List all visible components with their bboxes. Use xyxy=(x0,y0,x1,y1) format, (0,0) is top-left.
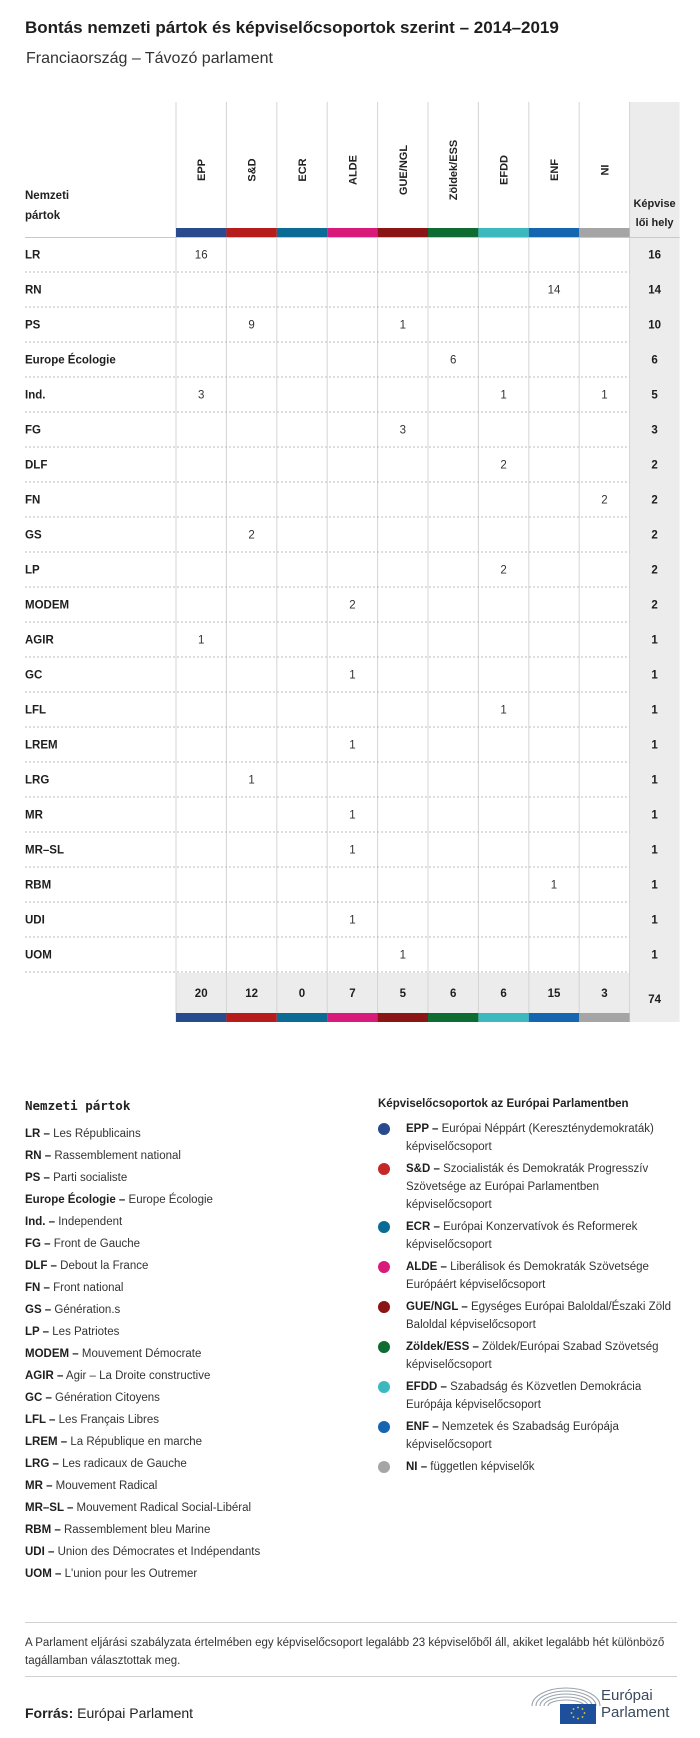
logo-line-1: Európai xyxy=(601,1687,653,1704)
cell-value: 1 xyxy=(349,914,356,927)
column-header-label: ECR xyxy=(297,158,309,182)
column-color-bar-bottom xyxy=(327,1013,377,1022)
party-name: Union des Démocrates et Indépendants xyxy=(54,1546,261,1558)
group-name: Egységes Európai Baloldal/Északi Zöld Baloldal képviselőcsoport xyxy=(406,1301,672,1331)
cell-value: 1 xyxy=(399,319,407,332)
source-label: Forrás: xyxy=(25,1705,74,1721)
party-legend-item xyxy=(25,1233,355,1255)
column-total-value: 6 xyxy=(500,988,507,1000)
cell-value: 1 xyxy=(349,739,356,752)
cell-value: 1 xyxy=(197,634,205,647)
cell-value: 2 xyxy=(500,459,507,472)
row-header-label: pártok xyxy=(25,210,61,222)
group-legend-item xyxy=(378,1338,678,1374)
party-name: Rassemblement bleu Marine xyxy=(60,1524,211,1536)
source-value: Európai Parlament xyxy=(77,1705,194,1721)
group-color-dot-icon xyxy=(378,1421,390,1433)
party-abbr: FG – xyxy=(25,1238,51,1250)
group-abbr: ALDE – xyxy=(406,1261,447,1273)
party-abbr: GS – xyxy=(25,1304,52,1316)
cell-value: 2 xyxy=(500,564,507,577)
column-color-bar xyxy=(226,228,276,237)
column-color-bar xyxy=(579,228,629,237)
party-abbr: LR – xyxy=(25,1128,50,1140)
national-parties-legend xyxy=(25,1098,355,1585)
group-abbr: NI – xyxy=(406,1461,428,1473)
party-abbr: LP – xyxy=(25,1326,50,1338)
group-legend-item xyxy=(378,1120,678,1156)
column-total-value: 3 xyxy=(601,988,608,1000)
row-total-value: 2 xyxy=(651,459,658,472)
party-abbr: Europe Écologie – xyxy=(25,1194,126,1206)
party-name: Europe Écologie xyxy=(125,1194,213,1206)
row-party-label: AGIR xyxy=(25,634,54,647)
group-name: Nemzetek és Szabadság Európája képviselőcsoport xyxy=(406,1421,619,1451)
row-total-value: 3 xyxy=(651,424,658,437)
page-title: Bontás nemzeti pártok és képviselőcsoportok szerint – 2014–2019 xyxy=(25,18,559,37)
column-header-label: ENF xyxy=(549,159,561,181)
column-header-label: EFDD xyxy=(498,155,511,185)
column-color-bar-bottom xyxy=(176,1013,226,1022)
group-name: Zöldek/Európai Szabad Szövetség képviselőcsoport xyxy=(406,1341,659,1371)
footnote: A Parlament eljárási szabályzata értelmében egy képviselőcsoport legalább 23 képviselőből áll, akiket legalább hét különböző tagállamban választottak meg. xyxy=(25,1637,665,1667)
column-total-value: 6 xyxy=(449,988,457,1000)
row-total-value: 10 xyxy=(648,319,661,332)
party-abbr: LRG – xyxy=(25,1458,59,1470)
cell-value: 1 xyxy=(248,774,255,787)
row-party-label: Ind. xyxy=(25,389,46,402)
column-color-bar-bottom xyxy=(378,1013,428,1022)
total-header-label: Képvise xyxy=(633,198,676,210)
row-party-label: LRG xyxy=(25,774,50,787)
row-total-value: 2 xyxy=(651,529,658,542)
party-legend-item xyxy=(25,1541,355,1563)
party-legend-item xyxy=(25,1409,355,1431)
column-header-label: S&D xyxy=(246,158,259,182)
party-abbr: LFL – xyxy=(25,1414,56,1426)
party-legend-item xyxy=(25,1321,355,1343)
divider xyxy=(25,1622,677,1623)
cell-value: 1 xyxy=(601,389,608,402)
column-header-label: NI xyxy=(599,164,612,176)
column-header-label: GUE/NGL xyxy=(397,144,410,196)
column-total-value: 7 xyxy=(349,988,356,1000)
row-total-value: 1 xyxy=(651,634,658,647)
party-name: Debout la France xyxy=(56,1260,149,1272)
cell-value: 2 xyxy=(248,529,255,542)
row-total-value: 2 xyxy=(651,564,658,577)
row-total-value: 5 xyxy=(651,389,658,402)
row-party-label: RN xyxy=(25,284,42,297)
party-abbr: Ind. – xyxy=(25,1216,56,1228)
party-abbr: MODEM – xyxy=(25,1348,79,1360)
party-name: Les radicaux de Gauche xyxy=(58,1458,187,1470)
cell-value: 14 xyxy=(547,284,561,297)
row-total-value: 1 xyxy=(651,879,658,892)
column-color-bar-bottom xyxy=(478,1013,528,1022)
cell-value: 2 xyxy=(601,494,608,507)
party-abbr: PS – xyxy=(25,1172,50,1184)
group-name: Szabadság és Közvetlen Demokrácia Európája képviselőcsoport xyxy=(406,1381,642,1411)
row-party-label: LREM xyxy=(25,739,58,752)
party-name: Génération Citoyens xyxy=(51,1392,160,1404)
row-party-label: MODEM xyxy=(25,599,70,612)
group-abbr: ENF – xyxy=(406,1421,439,1433)
column-color-bar-bottom xyxy=(529,1013,579,1022)
cell-value: 3 xyxy=(197,389,205,402)
party-abbr: MR–SL – xyxy=(25,1502,74,1514)
group-color-dot-icon xyxy=(378,1221,390,1233)
party-name: Independent xyxy=(55,1216,123,1228)
party-legend-item xyxy=(25,1387,355,1409)
row-party-label: PS xyxy=(25,319,41,332)
party-abbr: GC – xyxy=(25,1392,52,1404)
column-header-label: ALDE xyxy=(347,155,360,185)
party-legend-item xyxy=(25,1519,355,1541)
row-party-label: GS xyxy=(25,529,42,542)
party-name: Parti socialiste xyxy=(49,1172,128,1184)
page-subtitle: Franciaország – Távozó parlament xyxy=(26,50,273,67)
group-color-dot-icon xyxy=(378,1123,390,1135)
row-total-value: 1 xyxy=(651,844,658,857)
party-name: La République en marche xyxy=(67,1436,203,1448)
party-name: Les Patriotes xyxy=(49,1326,120,1338)
column-color-bar xyxy=(327,228,377,237)
row-total-value: 2 xyxy=(651,599,658,612)
party-abbr: DLF – xyxy=(25,1260,57,1272)
group-legend-item xyxy=(378,1458,678,1476)
row-total-value: 14 xyxy=(648,284,661,297)
group-abbr: EPP – xyxy=(406,1123,439,1135)
column-color-bar-bottom xyxy=(428,1013,478,1022)
grand-total-value: 74 xyxy=(648,994,661,1006)
row-total-value: 16 xyxy=(648,249,661,262)
column-color-bar-bottom xyxy=(226,1013,276,1022)
column-color-bar-bottom xyxy=(277,1013,327,1022)
column-color-bar-bottom xyxy=(579,1013,629,1022)
row-party-label: FG xyxy=(25,424,41,437)
column-color-bar xyxy=(176,228,226,237)
column-color-bar xyxy=(277,228,327,237)
party-name: Agir – La Droite constructive xyxy=(63,1370,211,1382)
cell-value: 2 xyxy=(349,599,356,612)
party-name: Les Français Libres xyxy=(55,1414,160,1426)
group-color-dot-icon xyxy=(378,1261,390,1273)
group-legend-item xyxy=(378,1218,678,1254)
party-legend-item xyxy=(25,1211,355,1233)
group-color-dot-icon xyxy=(378,1301,390,1313)
row-total-value: 1 xyxy=(651,809,658,822)
row-total-value: 1 xyxy=(651,739,658,752)
column-total-value: 15 xyxy=(547,988,561,1000)
cell-value: 1 xyxy=(550,879,558,892)
party-name: Génération.s xyxy=(51,1304,121,1316)
column-total-value: 0 xyxy=(298,988,306,1000)
group-name: Európai Néppárt (Kereszténydemokraták) képviselőcsoport xyxy=(406,1123,654,1153)
party-legend-item xyxy=(25,1497,355,1519)
row-total-value: 2 xyxy=(651,494,658,507)
column-color-bar xyxy=(478,228,528,237)
column-header-label: Zöldek/ESS xyxy=(448,139,461,201)
source-line xyxy=(25,1705,193,1721)
group-abbr: Zöldek/ESS – xyxy=(406,1341,479,1353)
column-color-bar xyxy=(529,228,579,237)
national-parties-legend-heading: Nemzeti pártok xyxy=(25,1098,131,1113)
row-party-label: RBM xyxy=(25,879,52,892)
row-party-label: LP xyxy=(25,564,40,577)
party-legend-item xyxy=(25,1277,355,1299)
cell-value: 3 xyxy=(399,424,407,437)
column-color-bar xyxy=(428,228,478,237)
row-party-label: Europe Écologie xyxy=(25,354,116,367)
party-name: Rassemblement national xyxy=(51,1150,181,1162)
party-name: Les Républicains xyxy=(49,1128,141,1140)
party-abbr: AGIR – xyxy=(25,1370,64,1382)
cell-value: 1 xyxy=(500,389,507,402)
party-legend-item xyxy=(25,1563,355,1585)
party-legend-item xyxy=(25,1123,355,1145)
party-legend-item xyxy=(25,1453,355,1475)
party-legend-item xyxy=(25,1475,355,1497)
party-abbr: RN – xyxy=(25,1150,52,1162)
group-color-dot-icon xyxy=(378,1381,390,1393)
party-abbr: UDI – xyxy=(25,1546,55,1558)
party-legend-item xyxy=(25,1167,355,1189)
row-total-value: 1 xyxy=(651,949,658,962)
cell-value: 6 xyxy=(449,354,457,367)
cell-value: 16 xyxy=(194,249,208,262)
group-legend-item xyxy=(378,1418,678,1454)
party-abbr: RBM – xyxy=(25,1524,61,1536)
cell-value: 1 xyxy=(349,844,356,857)
group-abbr: S&D – xyxy=(406,1163,440,1175)
party-name: Front de Gauche xyxy=(50,1238,141,1250)
column-total-value: 20 xyxy=(194,988,208,1000)
cell-value: 1 xyxy=(399,949,407,962)
group-color-dot-icon xyxy=(378,1163,390,1175)
party-name: L'union pour les Outremer xyxy=(61,1568,198,1580)
party-abbr: MR – xyxy=(25,1480,53,1492)
group-name: Szocialisták és Demokraták Progresszív Szövetsége az Európai Parlamentben képviselőcsoport xyxy=(406,1163,649,1211)
row-party-label: GC xyxy=(25,669,43,682)
row-total-value: 6 xyxy=(651,354,658,367)
group-abbr: ECR – xyxy=(406,1221,440,1233)
group-legend-item xyxy=(378,1258,678,1294)
party-abbr: FN – xyxy=(25,1282,50,1294)
row-party-label: MR–SL xyxy=(25,844,64,857)
party-name: Front national xyxy=(49,1282,124,1294)
logo-text xyxy=(601,1687,669,1721)
party-name: Mouvement Démocrate xyxy=(78,1348,202,1360)
group-abbr: GUE/NGL – xyxy=(406,1301,468,1313)
row-party-label: DLF xyxy=(25,459,48,472)
column-total-value: 5 xyxy=(399,988,407,1000)
logo-line-2: Parlament xyxy=(601,1704,670,1721)
party-legend-item xyxy=(25,1189,355,1211)
row-total-value: 1 xyxy=(651,914,658,927)
row-party-label: FN xyxy=(25,494,41,507)
group-name: Liberálisok és Demokraták Szövetsége Európáért képviselőcsoport xyxy=(406,1261,649,1291)
row-party-label: LR xyxy=(25,249,41,262)
party-legend-item xyxy=(25,1343,355,1365)
cell-value: 1 xyxy=(349,809,356,822)
row-total-value: 1 xyxy=(651,774,658,787)
political-groups-legend xyxy=(378,1098,678,1480)
total-header-label: lői hely xyxy=(635,217,674,229)
group-legend-item xyxy=(378,1378,678,1414)
party-legend-item xyxy=(25,1431,355,1453)
column-header-label: EPP xyxy=(196,158,209,182)
cell-value: 9 xyxy=(248,319,255,332)
row-party-label: UOM xyxy=(25,949,52,962)
party-abbr: LREM – xyxy=(25,1436,68,1448)
group-legend-item xyxy=(378,1298,678,1334)
cell-value: 1 xyxy=(500,704,507,717)
group-color-dot-icon xyxy=(378,1461,390,1473)
group-name: Európai Konzervatívok és Reformerek képviselőcsoport xyxy=(406,1221,638,1251)
party-legend-item xyxy=(25,1365,355,1387)
party-abbr: UOM – xyxy=(25,1568,62,1580)
party-legend-item xyxy=(25,1145,355,1167)
party-name: Mouvement Radical xyxy=(52,1480,158,1492)
row-header-label: Nemzeti xyxy=(25,190,70,202)
cell-value: 1 xyxy=(349,669,356,682)
group-name: független képviselők xyxy=(427,1461,535,1473)
party-legend-item xyxy=(25,1255,355,1277)
divider xyxy=(25,1676,677,1677)
party-name: Mouvement Radical Social-Libéral xyxy=(73,1502,252,1514)
row-party-label: UDI xyxy=(25,914,45,927)
row-party-label: MR xyxy=(25,809,43,822)
row-total-value: 1 xyxy=(651,704,658,717)
group-abbr: EFDD – xyxy=(406,1381,447,1393)
row-total-value: 1 xyxy=(651,669,658,682)
group-legend-item xyxy=(378,1160,678,1214)
column-color-bar xyxy=(378,228,428,237)
row-party-label: LFL xyxy=(25,704,47,717)
party-legend-item xyxy=(25,1299,355,1321)
group-color-dot-icon xyxy=(378,1341,390,1353)
column-total-value: 12 xyxy=(245,988,258,1000)
political-groups-legend-heading: Képviselőcsoportok az Európai Parlamentben xyxy=(378,1098,629,1110)
